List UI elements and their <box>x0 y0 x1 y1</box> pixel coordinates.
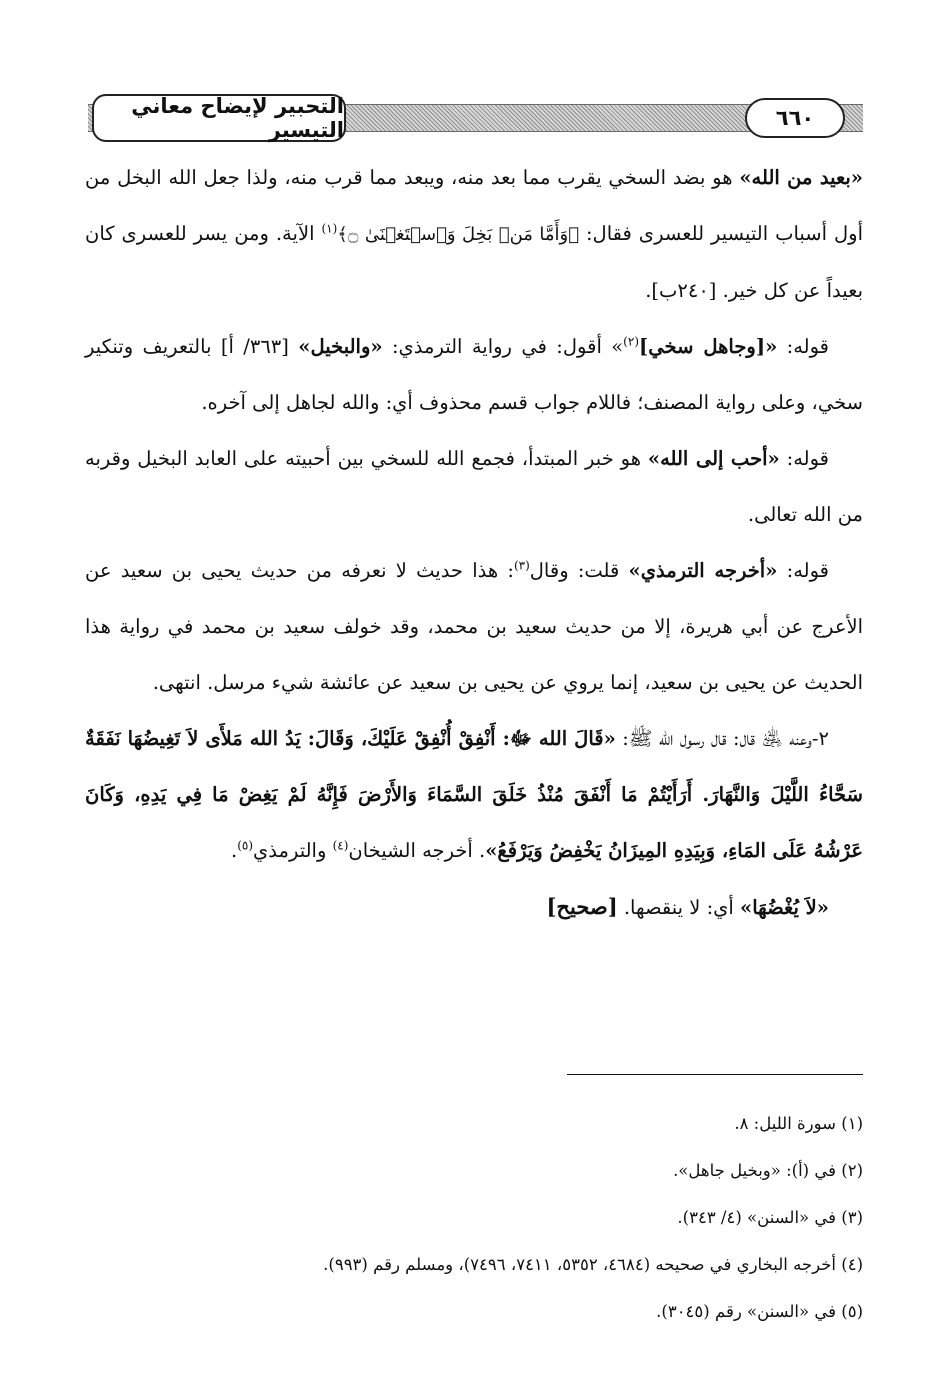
paragraph-1 <box>85 150 863 319</box>
footnote-divider <box>567 1074 863 1075</box>
quoted-term: «والبخيل» <box>298 335 383 358</box>
footnote-1: (١) سورة الليل: ٨. <box>734 1114 863 1133</box>
paragraph-text: [٣٦٣/ أ] بالتعريف وتنكير سخي، وعلى رواية المصنف؛ فاللام جواب قسم محذوف أي: والله لجاهل إلى آخره. <box>85 335 863 414</box>
footnote-ref: (١) <box>321 221 338 236</box>
hadith-text: «قَالَ الله ﷻ: أَنْفِقْ أُنْفِقْ عَلَيْكَ، وَقَالَ: يَدُ الله مَلأَى لاَ تَغِيضُهَا نَفَقَةٌ سَحَّاءُ اللَّيْلَ وَالنَّهَارَ. أَرَأَيْتُمْ مَا أَنْفَقَ مُنْذُ خَلَقَ السَّمَاءَ وَالأَرْضَ فَإِنَّهُ لَمْ يَغِضْ مَا فِي يَدِهِ، وَكَانَ عَرْشُهُ عَلَى المَاءِ، وَبِيَدِهِ المِيزَانُ يَخْفِضُ وَيَرْفَعُ» <box>85 727 863 862</box>
quoted-term: «أحب إلى الله» <box>647 447 780 470</box>
quoted-term: «لاَ يُغْضُهَا» <box>740 896 829 919</box>
book-title: التحبير لإيضاح معاني التيسير <box>131 94 344 142</box>
paragraph-text: » أقول: في رواية الترمذي: <box>382 335 624 358</box>
book-title-box <box>92 94 346 142</box>
footnote-ref: (٤) <box>332 838 349 853</box>
paragraph-text: والترمذي <box>253 839 333 862</box>
footnote-ref: (٣) <box>513 558 530 573</box>
hadith-grade: [صحيح] <box>546 894 618 919</box>
footnotes <box>85 1100 863 1335</box>
footnote-ref: (٢) <box>623 334 639 349</box>
paragraph-text: الآية. ومن يسر للعسرى كان بعيداً عن كل خير. [٢٤٠ب]. <box>85 222 863 302</box>
quran-verse: ﴿وَأَمَّا مَنۢ بَخِلَ وَٱسۡتَغۡنَىٰ ۝﴾ <box>337 224 580 245</box>
paragraph-2 <box>85 319 863 431</box>
main-text <box>85 150 863 936</box>
footnote-4: (٤) أخرجه البخاري في صحيحه (٤٦٨٤، ٥٣٥٢، ٧٤١١، ٧٤٩٦)، ومسلم رقم (٩٩٣). <box>323 1255 863 1274</box>
page-number-box <box>745 98 845 138</box>
paragraph-text: قوله: <box>777 559 829 582</box>
footnote-3: (٣) في «السنن» (٤/ ٣٤٣). <box>677 1208 863 1227</box>
paragraph-3 <box>85 431 863 543</box>
paragraph-text: : هذا حديث لا نعرفه من حديث يحيى بن سعيد عن الأعرج عن أبي هريرة، إلا من حديث سعيد بن محمد، وقد خولف سعيد بن محمد في رواية هذا الحديث عن يحيى بن سعيد، إنما يروي عن يحيى بن سعيد عن عائشة شيء مرسل. انتهى. <box>85 559 863 694</box>
paragraph-text: قوله: <box>779 447 829 470</box>
paragraph-text: قوله: <box>777 335 830 358</box>
paragraph-text: قلت: وقال <box>529 559 629 582</box>
paragraph-text: هو بضد السخي يقرب مما بعد منه، ويبعد مما قرب منه، ولذا جعل الله البخل من أول أسباب التيسير للعسرى فقال: <box>85 166 863 245</box>
paragraph-text: أي: لا ينقصها. <box>617 896 741 919</box>
footnote-2: (٢) في (أ): «وبخيل جاهل». <box>673 1161 863 1180</box>
paragraph-6 <box>85 879 863 936</box>
footnote-5: (٥) في «السنن» رقم (٣٠٤٥). <box>656 1302 863 1321</box>
paragraph-text: . <box>230 839 238 862</box>
quoted-term: «[وجاهل سخي] <box>639 335 778 358</box>
footnote-ref: (٥) <box>237 838 254 853</box>
paragraph-4 <box>85 543 863 711</box>
paragraph-text: . أخرجه الشيخان <box>348 839 486 862</box>
paragraph-text: ٢-وعنه ﵁ قال: قال رسول الله ﷺ: <box>615 727 829 750</box>
running-header <box>88 92 863 144</box>
paragraph-text: هو خبر المبتدأ، فجمع الله للسخي بين أحبيته على العابد البخيل وقربه من الله تعالى. <box>85 447 863 526</box>
paragraph-5-hadith <box>85 711 863 879</box>
page-number: ٦٦٠ <box>775 106 815 130</box>
quoted-term: «أخرجه الترمذي» <box>628 559 778 582</box>
quoted-term: «بعيد من الله» <box>739 166 863 189</box>
